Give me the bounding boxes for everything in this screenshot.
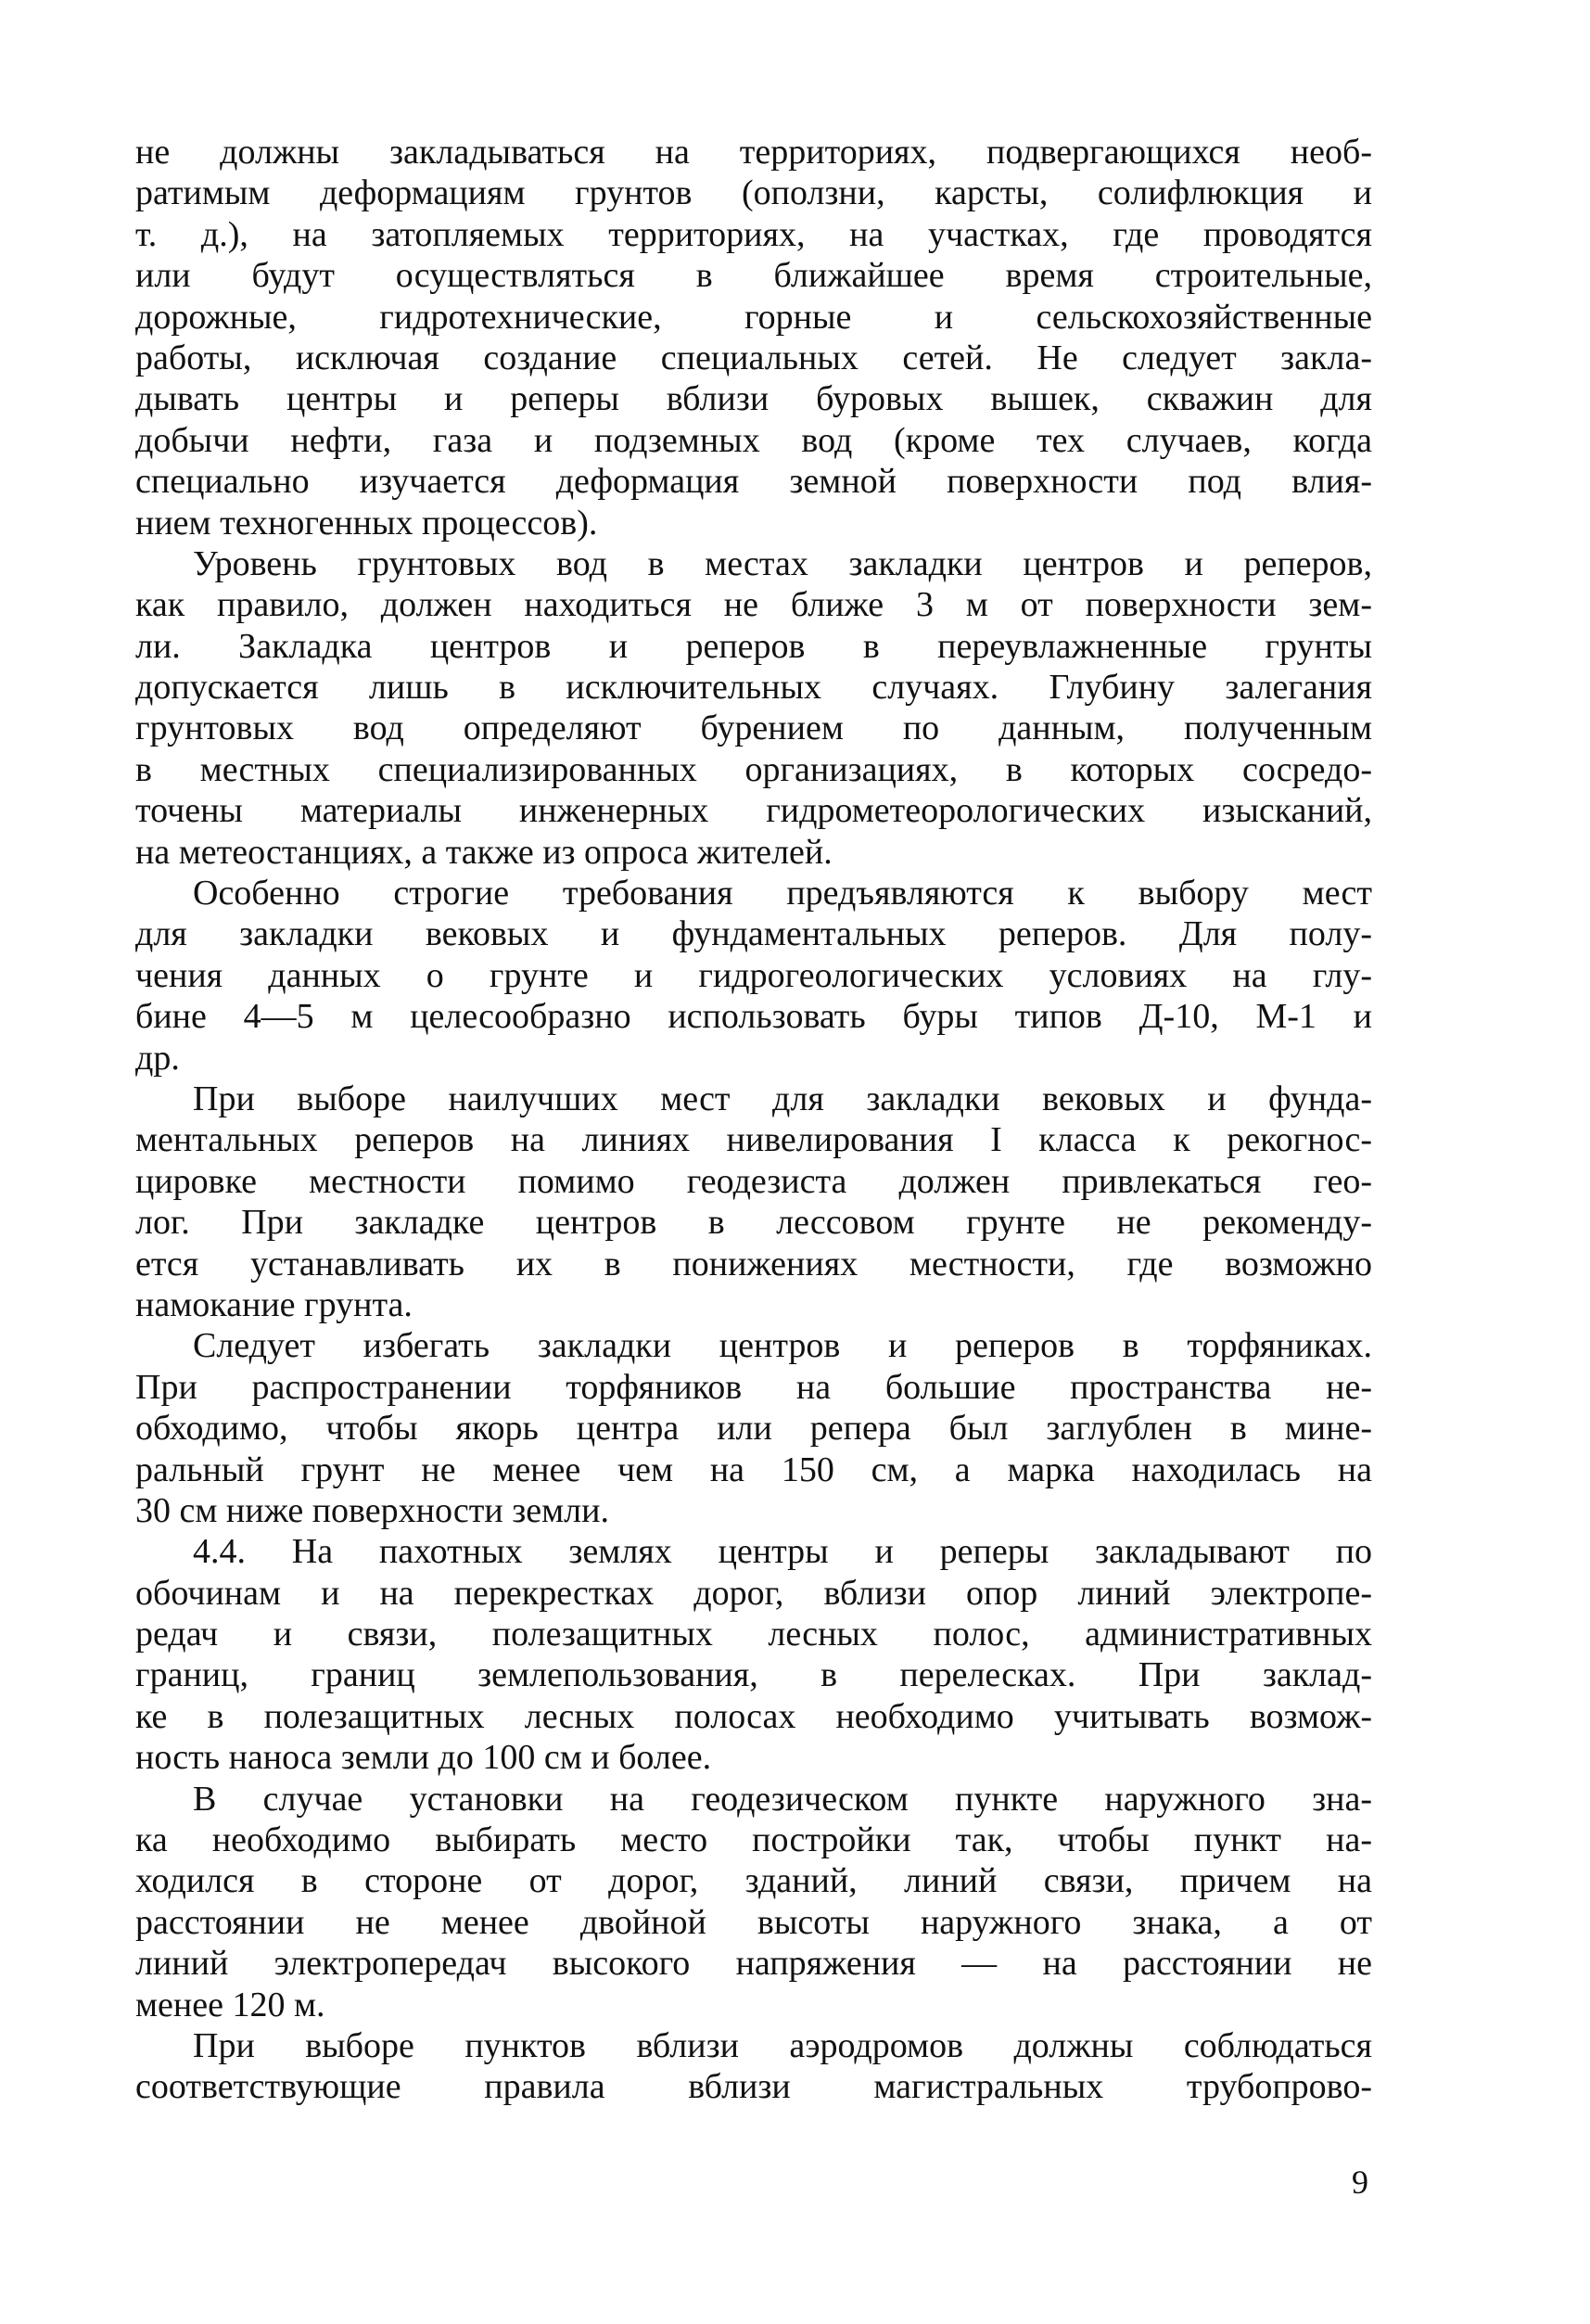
text-line: В случае установки на геодезическом пункте наружного зна-	[193, 1779, 1372, 1819]
paragraph-2	[135, 543, 1372, 873]
text-line: 4.4. На пахотных землях центры и реперы закладывают по	[193, 1532, 1372, 1572]
text-line: ке в полезащитных лесных полосах необходимо учитывать возмож-	[135, 1696, 1372, 1736]
text-line: границ, границ землепользования, в перелесках. При заклад-	[135, 1655, 1372, 1695]
text-line: намокание грунта.	[135, 1284, 413, 1324]
text-line: добычи нефти, газа и подземных вод (кроме тех случаев, когда	[135, 420, 1372, 460]
text-line: специально изучается деформация земной поверхности под влия-	[135, 462, 1372, 502]
text-line: ли. Закладка центров и реперов в переувлажненные грунты	[135, 626, 1372, 666]
text-line: ральный грунт не менее чем на 150 см, а марка находилась на	[135, 1449, 1372, 1489]
text-line: ность наноса земли до 100 см и более.	[135, 1738, 712, 1778]
text-line: дорожные, гидротехнические, горные и сельскохозяйственные	[135, 297, 1372, 337]
body-text	[135, 132, 1372, 2108]
text-line: ментальных реперов на линиях нивелирования I класса к рекогнос-	[135, 1120, 1372, 1160]
text-line: как правило, должен находиться не ближе 3 м от поверхности зем-	[135, 585, 1372, 625]
paragraph-5	[135, 1325, 1372, 1531]
text-line: Особенно строгие требования предъявляются к выбору мест	[193, 874, 1372, 913]
paragraph-6	[135, 1531, 1372, 1778]
text-line: дывать центры и реперы вблизи буровых вышек, скважин для	[135, 379, 1372, 419]
paragraph-7	[135, 1779, 1372, 2025]
paragraph-3	[135, 873, 1372, 1079]
text-line: т. д.), на затопляемых территориях, на участках, где проводятся	[135, 214, 1372, 254]
text-line: чения данных о грунте и гидрогеологических условиях на глу-	[135, 955, 1372, 995]
text-line: обходимо, чтобы якорь центра или репера был заглублен в мине-	[135, 1409, 1372, 1449]
paragraph-1	[135, 132, 1372, 543]
text-line: для закладки вековых и фундаментальных реперов. Для полу-	[135, 914, 1372, 954]
text-line: др.	[135, 1038, 180, 1078]
text-line: редач и связи, полезащитных лесных полос, административных	[135, 1615, 1372, 1654]
text-line: При выборе наилучших мест для закладки вековых и фунда-	[193, 1079, 1372, 1118]
paragraph-4	[135, 1079, 1372, 1325]
text-line: соответствующие правила вблизи магистральных трубопрово-	[135, 2067, 1372, 2107]
text-line: Уровень грунтовых вод в местах закладки центров и реперов,	[193, 543, 1372, 583]
text-line: не должны закладываться на территориях, подвергающихся необ-	[135, 133, 1372, 172]
text-line: допускается лишь в исключительных случаях. Глубину залегания	[135, 668, 1372, 708]
text-line: бине 4—5 м целесообразно использовать буры типов Д-10, М-1 и	[135, 997, 1372, 1037]
text-line: менее 120 м.	[135, 1985, 325, 2024]
text-line: точены материалы инженерных гидрометеорологических изысканий,	[135, 791, 1372, 831]
text-line: нием техногенных процессов).	[135, 503, 598, 543]
text-line: грунтовых вод определяют бурением по данным, полученным	[135, 709, 1372, 748]
text-line: ратимым деформациям грунтов (оползни, карсты, солифлюкция и	[135, 173, 1372, 213]
paragraph-8	[135, 2025, 1372, 2108]
page-number: 9	[1352, 2164, 1368, 2201]
text-line: цировке местности помимо геодезиста должен привлекаться гео-	[135, 1161, 1372, 1201]
text-line: в местных специализированных организациях, в которых сосредо-	[135, 749, 1372, 789]
text-line: ходился в стороне от дорог, зданий, линий связи, причем на	[135, 1861, 1372, 1901]
text-line: 30 см ниже поверхности земли.	[135, 1490, 609, 1530]
text-line: или будут осуществляться в ближайшее время строительные,	[135, 256, 1372, 296]
text-line: ка необходимо выбирать место постройки так, чтобы пункт на-	[135, 1820, 1372, 1860]
text-line: линий электропередач высокого напряжения — на расстоянии не	[135, 1944, 1372, 1984]
text-line: ется устанавливать их в понижениях местности, где возможно	[135, 1244, 1372, 1283]
text-line: При выборе пунктов вблизи аэродромов должны соблюдаться	[193, 2025, 1372, 2065]
text-line: работы, исключая создание специальных сетей. Не следует закла-	[135, 338, 1372, 377]
text-line: расстоянии не менее двойной высоты наружного знака, а от	[135, 1902, 1372, 1942]
text-line: При распространении торфяников на большие пространства не-	[135, 1367, 1372, 1407]
text-line: на метеостанциях, а также из опроса жителей.	[135, 832, 833, 872]
text-line: обочинам и на перекрестках дорог, вблизи опор линий электропе-	[135, 1573, 1372, 1613]
text-line: лог. При закладке центров в лессовом грунте не рекоменду-	[135, 1203, 1372, 1243]
text-line: Следует избегать закладки центров и реперов в торфяниках.	[193, 1326, 1372, 1366]
